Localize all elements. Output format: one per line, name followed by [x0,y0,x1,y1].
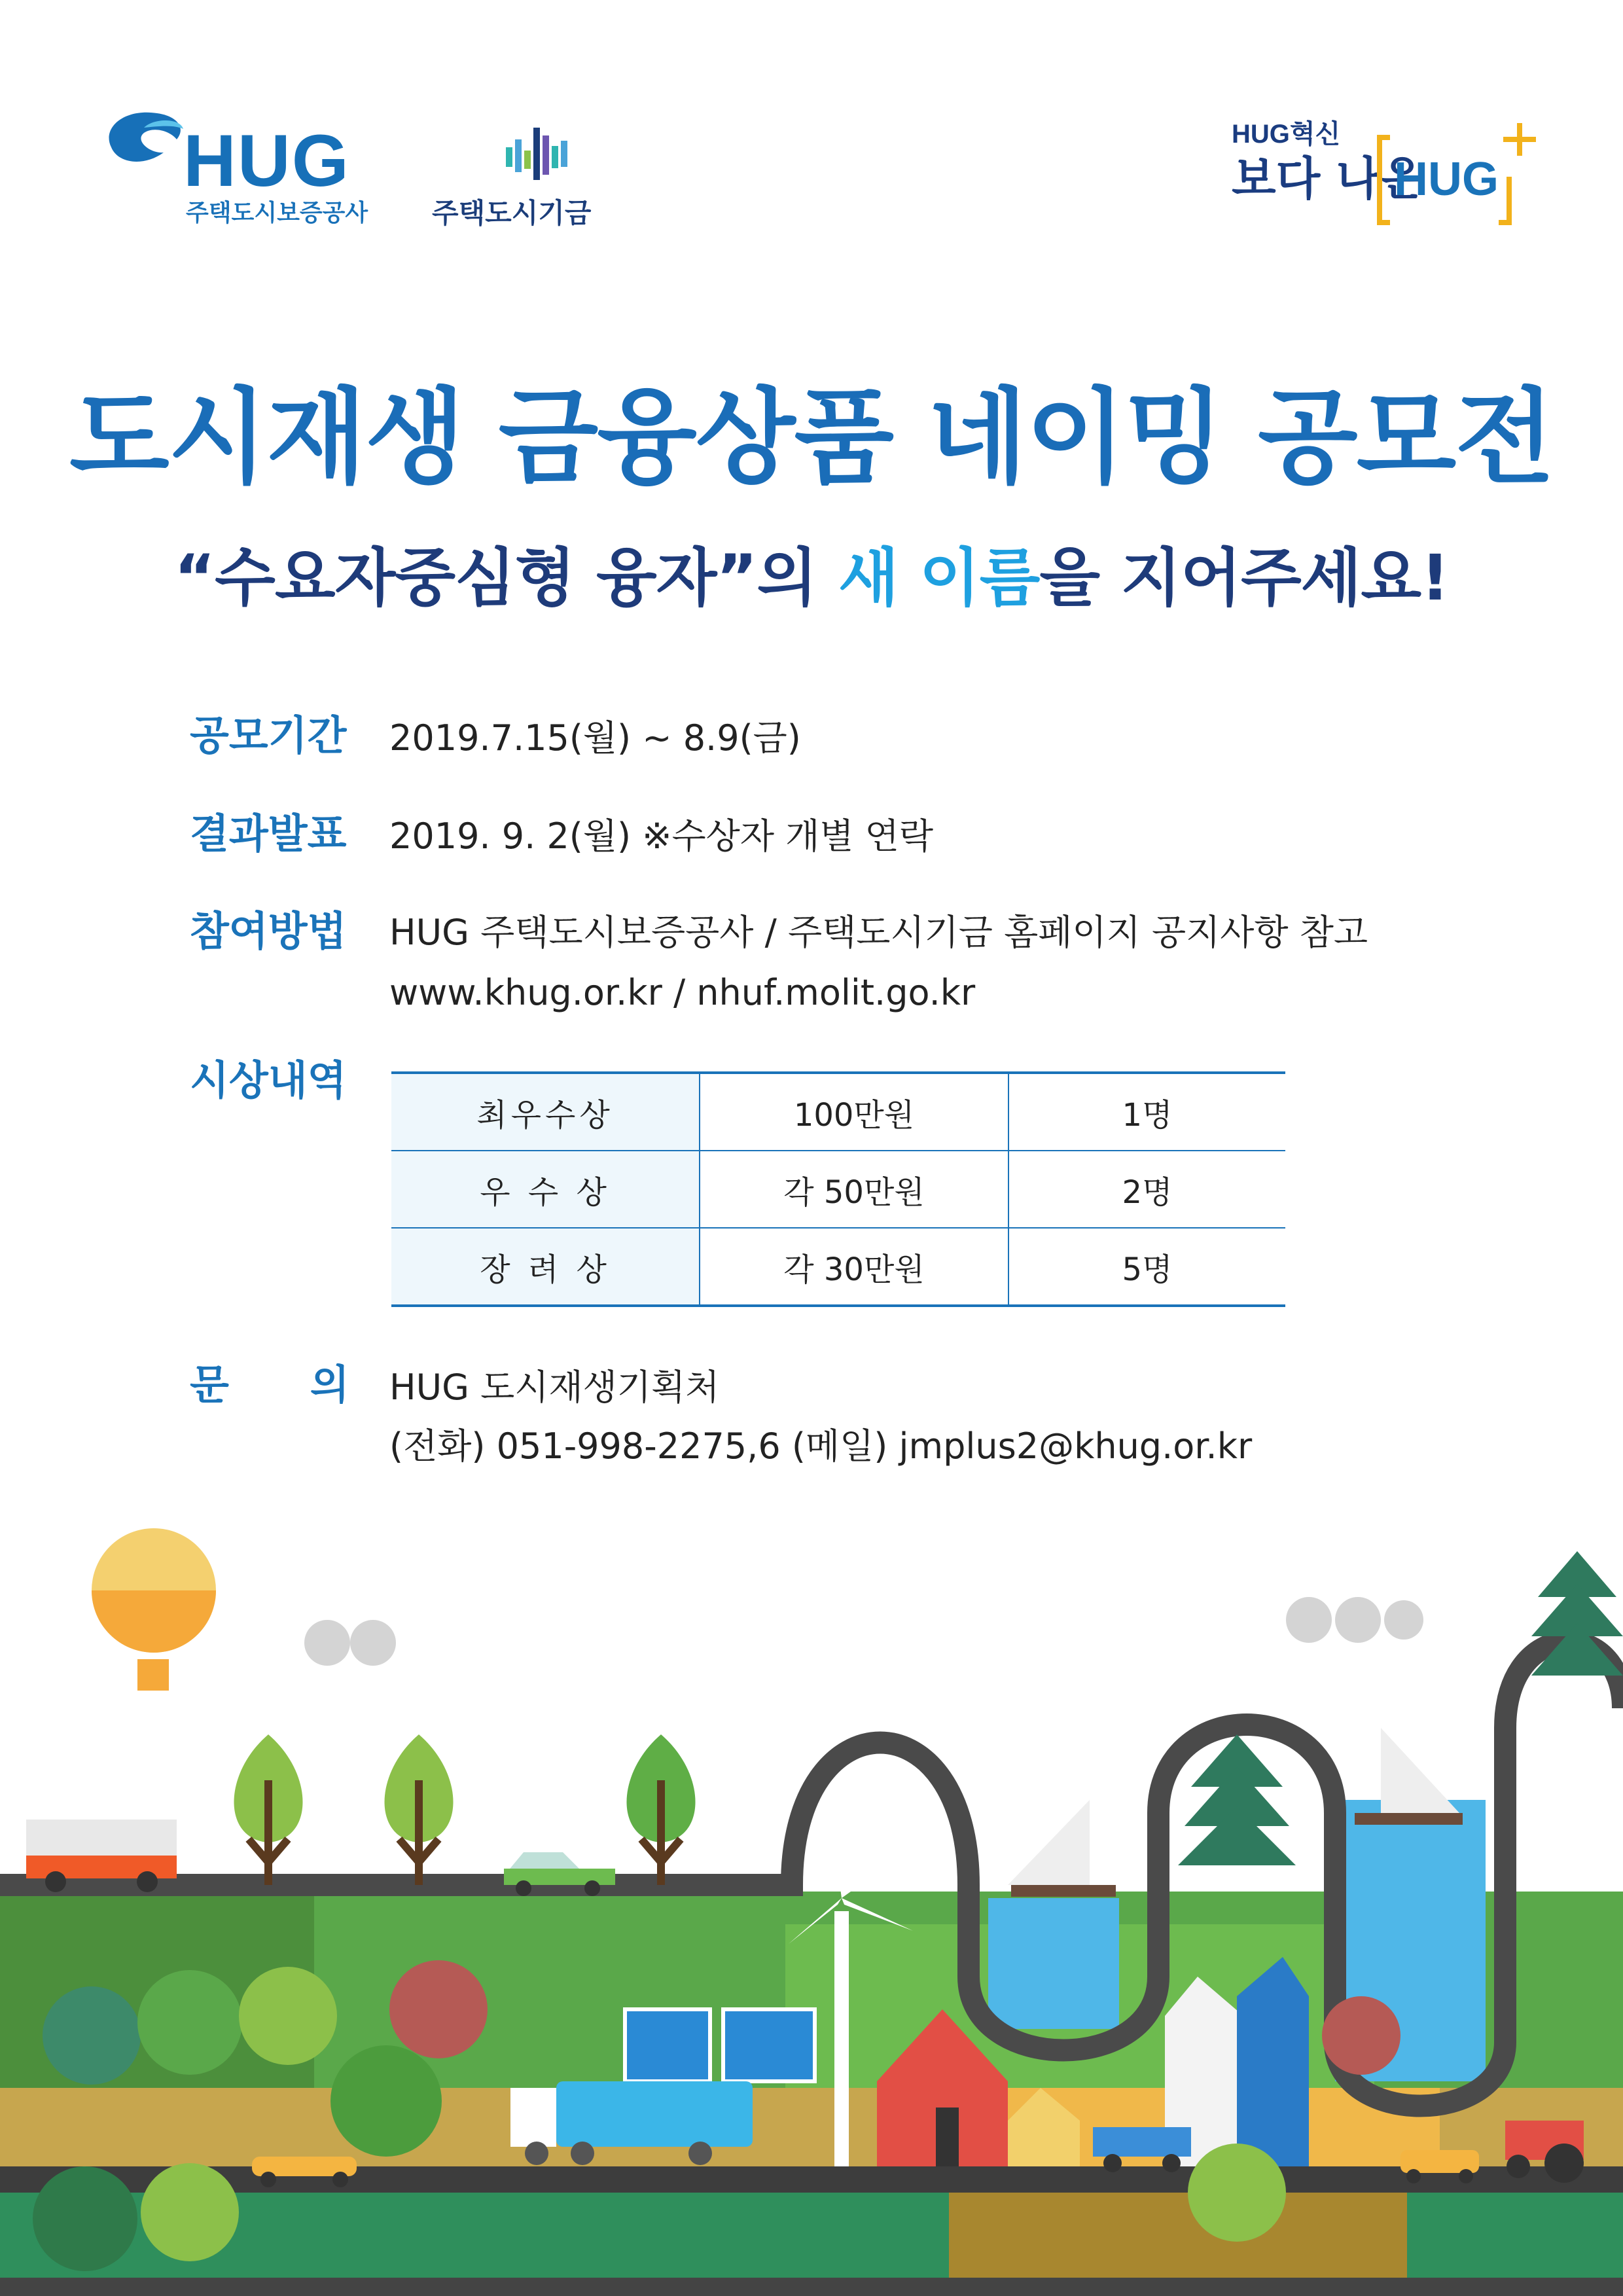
result-label: 결과발표 [190,810,347,857]
hug-swirl-icon [98,101,190,173]
contact-detail: (전화) 051-998-2275,6 (메일) jmplus2@khug.or.kr [389,1426,1253,1467]
table-row [391,1228,1285,1306]
innovation-small-text: HUG혁신 [1232,120,1341,149]
table-row [391,1151,1285,1228]
period-label: 공모기간 [190,711,347,759]
prize-amount: 각 30만원 [700,1228,1008,1306]
hug-logo-text: HUG [183,120,350,202]
prize-award: 우 수 상 [391,1151,700,1228]
method-urls: www.khug.or.kr / nhuf.molit.go.kr [389,972,976,1013]
prize-count: 2명 [1008,1151,1285,1228]
tree-icon [234,1734,696,1842]
period-value: 2019.7.15(월) ~ 8.9(금) [389,717,801,759]
page-title: 도시재생 금융상품 네이밍 공모전 [69,378,1554,498]
prize-count: 1명 [1008,1073,1285,1151]
innovation-hug-text: HUG [1394,153,1499,206]
contact-label: 문 의 [190,1361,349,1408]
housing-fund-logo-icon [501,121,579,193]
prize-count: 5명 [1008,1228,1285,1306]
subtitle-part2: 을 지어주세요! [1039,541,1449,615]
method-value: HUG 주택도시보증공사 / 주택도시기금 홈페이지 공지사항 참고 [389,912,1368,953]
prize-award: 최우수상 [391,1073,700,1151]
hug-logo-subtitle: 주택도시보증공사 [186,200,368,226]
method-label: 참여방법 [190,907,347,955]
cloud-icon [304,1597,1423,1666]
prize-label: 시상내역 [190,1056,347,1104]
prize-amount: 100만원 [700,1073,1008,1151]
prize-amount: 각 50만원 [700,1151,1008,1228]
housing-fund-logo-text: 주택도시기금 [432,197,592,229]
subtitle-highlight: 새 이름 [838,541,1040,615]
result-value: 2019. 9. 2(월) ※수상자 개별 연락 [389,816,933,857]
prize-table [391,1071,1285,1307]
contact-department: HUG 도시재생기획처 [389,1367,720,1408]
innovation-slogan: 보다 나은 [1232,152,1425,206]
subtitle-part1: “수요자중심형 융자”의 [174,541,838,615]
table-row [391,1073,1285,1151]
city-landscape-illustration [0,1499,1623,2296]
prize-award: 장 려 상 [391,1228,700,1306]
hot-air-balloon-icon [92,1528,216,1691]
page-subtitle [0,541,1623,615]
